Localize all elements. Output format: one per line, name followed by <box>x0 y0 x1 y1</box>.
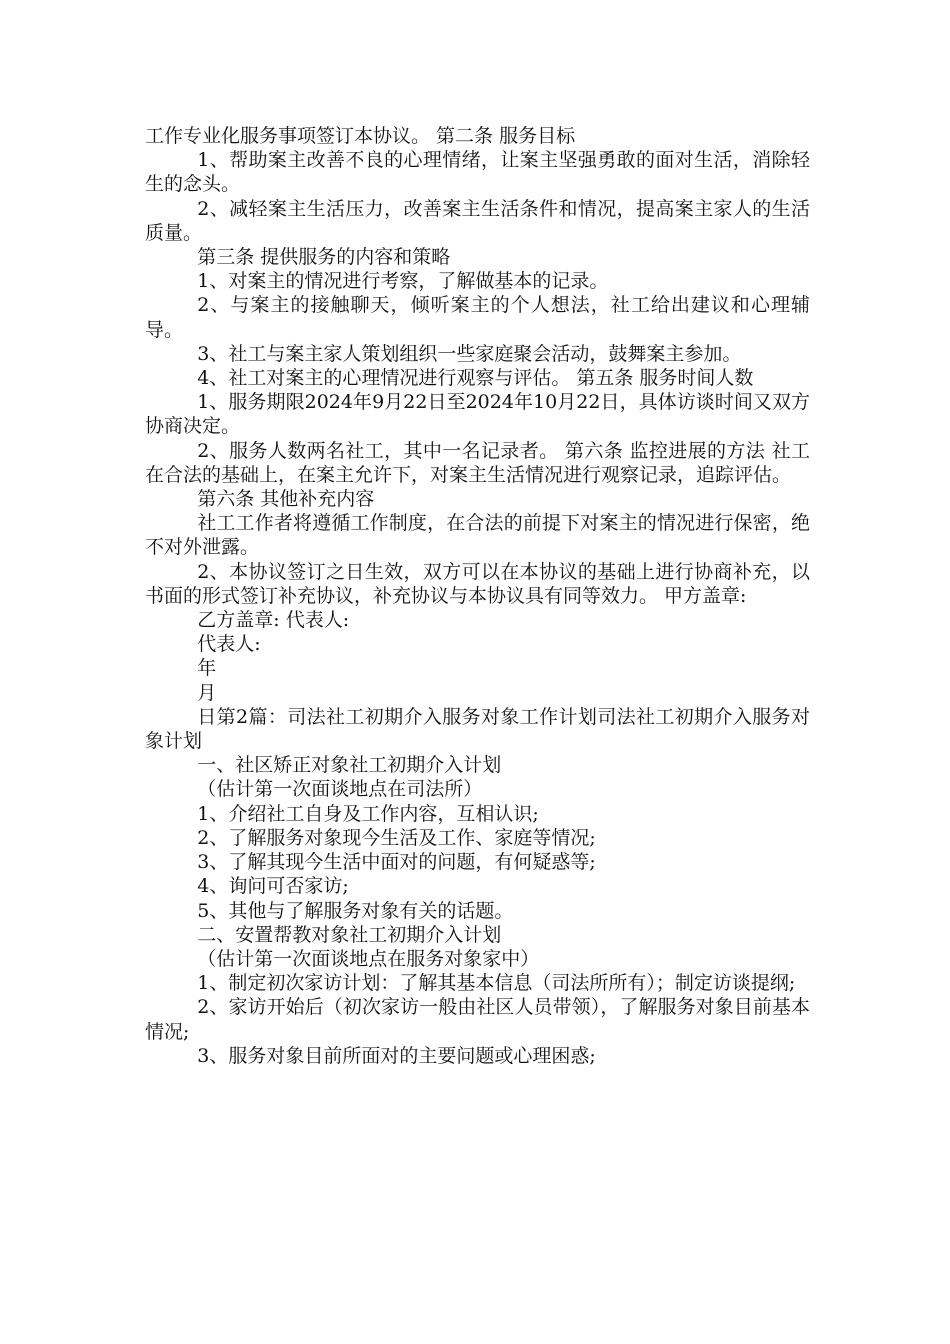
paragraph: 1、对案主的情况进行考察，了解做基本的记录。 <box>197 270 609 293</box>
paragraph: 工作专业化服务事项签订本协议。 第二条 服务目标 <box>145 125 576 147</box>
list-item: 2、家访开始后（初次家访一般由社区人员带领），了解服务对象目前基本情况; <box>145 996 810 1043</box>
section-heading: 一、社区矫正对象社工初期介入计划 <box>197 754 502 777</box>
list-item: 3、服务对象目前所面对的主要问题或心理困惑; <box>197 1044 596 1067</box>
paragraph: 2、服务人数两名社工，其中一名记录者。 第六条 监控进展的方法 社工在合法的基础上，在案主允许下，对案主生活情况进行观察记录，追踪评估。 <box>145 439 810 486</box>
list-item: 2、了解服务对象现今生活及工作、家庭等情况; <box>197 826 596 849</box>
signature-line: 代表人: <box>197 633 261 656</box>
list-item: 5、其他与了解服务对象有关的话题。 <box>197 899 514 922</box>
paragraph: 2、减轻案主生活压力，改善案主生活条件和情况，提高案主家人的生活质量。 <box>145 197 810 244</box>
section-heading: 二、安置帮教对象社工初期介入计划 <box>197 923 502 946</box>
signature-line: 乙方盖章: 代表人: <box>197 609 350 632</box>
date-line: 年 <box>197 657 217 680</box>
list-item: 1、介绍社工自身及工作内容，互相认识; <box>197 802 539 825</box>
paragraph: 2、与案主的接触聊天，倾听案主的个人想法，社工给出建议和心理辅导。 <box>145 294 810 341</box>
paragraph: 1、服务期限2024年9月22日至2024年10月22日，具体访谈时间又双方协商决定。 <box>145 391 810 438</box>
date-line: 月 <box>197 681 217 704</box>
paragraph: 1、帮助案主改善不良的心理情绪，让案主坚强勇敢的面对生活，消除轻生的念头。 <box>145 149 810 196</box>
paragraph: 4、社工对案主的心理情况进行观察与评估。 第五条 服务时间人数 <box>197 367 754 390</box>
section-heading: 第三条 提供服务的内容和策略 <box>197 246 451 269</box>
paragraph: 社工工作者将遵循工作制度，在合法的前提下对案主的情况进行保密，绝不对外泄露。 <box>145 512 810 559</box>
paragraph: 3、社工与案主家人策划组织一些家庭聚会活动，鼓舞案主参加。 <box>197 342 742 365</box>
document-body <box>145 124 810 1068</box>
section-heading: 第六条 其他补充内容 <box>197 488 375 511</box>
paragraph: 日第2篇：司法社工初期介入服务对象工作计划司法社工初期介入服务对象计划 <box>145 705 810 753</box>
list-item: 3、了解其现今生活中面对的问题，有何疑惑等; <box>197 851 596 874</box>
paragraph: （估计第一次面谈地点在服务对象家中） <box>197 947 540 970</box>
paragraph: 2、本协议签订之日生效，双方可以在本协议的基础上进行协商补充，以书面的形式签订补充协议，补充协议与本协议具有同等效力。 甲方盖章: <box>145 560 810 607</box>
list-item: 4、询问可否家访; <box>197 875 349 898</box>
paragraph: （估计第一次面谈地点在司法所） <box>197 778 483 801</box>
list-item: 1、制定初次家访计划：了解其基本信息（司法所所有）；制定访谈提纲; <box>197 972 796 995</box>
